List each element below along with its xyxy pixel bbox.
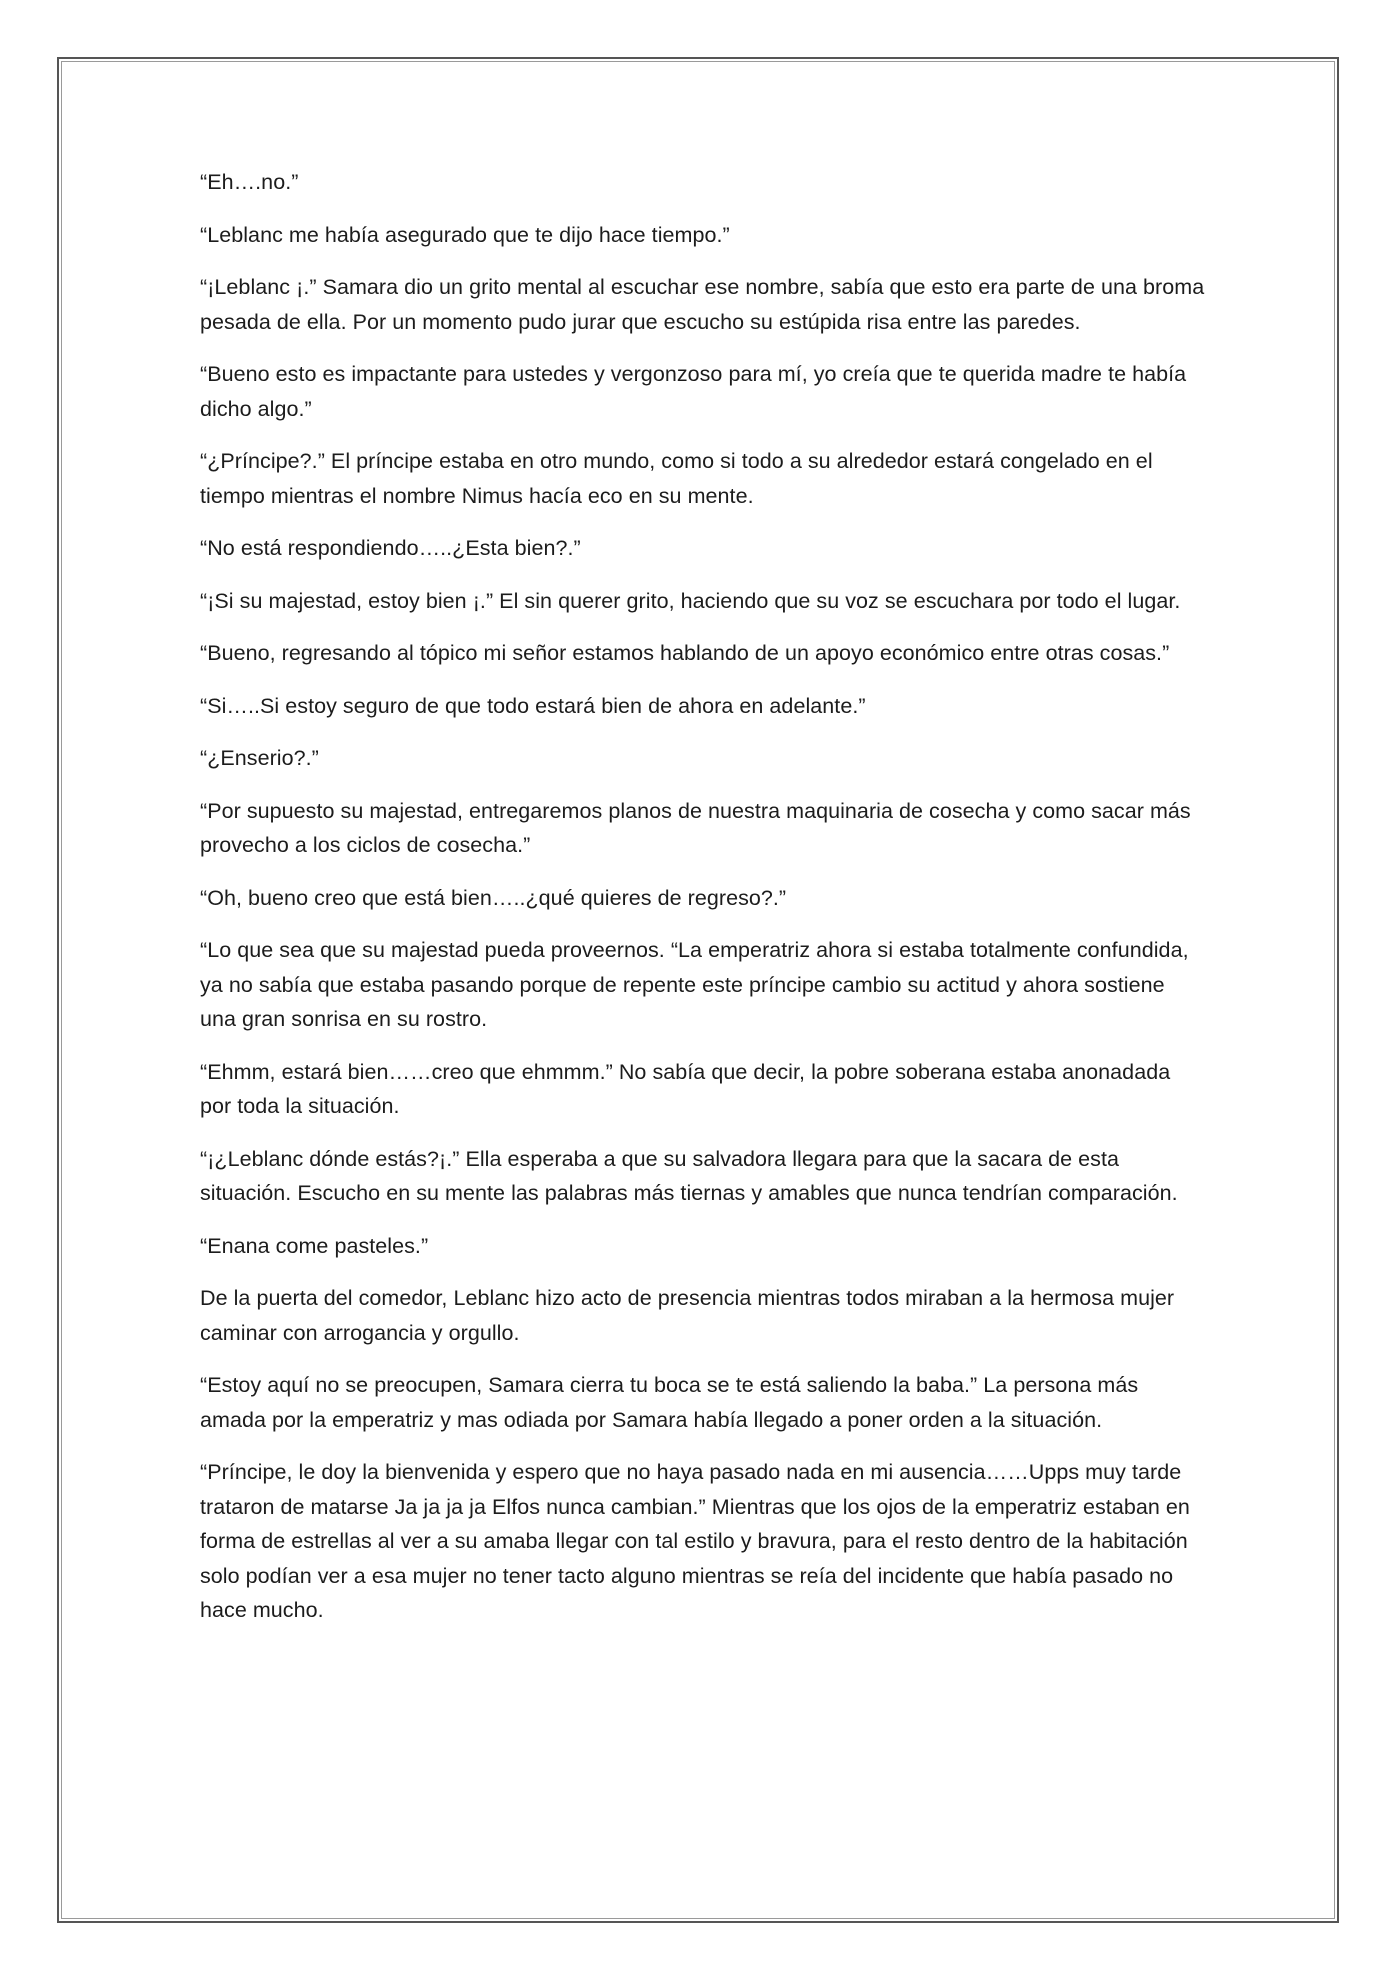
paragraph: “Por supuesto su majestad, entregaremos planos de nuestra maquinaria de cosecha y como sacar más provecho a los ciclos de cosecha.” bbox=[200, 798, 1191, 857]
paragraph: “Bueno, regresando al tópico mi señor estamos hablando de un apoyo económico entre otras cosas.” bbox=[200, 641, 1170, 665]
paragraph: “Ehmm, estará bien……creo que ehmmm.” No sabía que decir, la pobre soberana estaba anonadada por toda la situación. bbox=[200, 1059, 1171, 1118]
paragraph: “Estoy aquí no se preocupen, Samara cierra tu boca se te está saliendo la baba.” La persona más amada por la emperatriz y mas odiada por Samara había llegado a poner orden a la situación. bbox=[200, 1373, 1139, 1432]
paragraph: “¡Si su majestad, estoy bien ¡.” El sin querer grito, haciendo que su voz se escuchara por todo el lugar. bbox=[200, 588, 1181, 613]
paragraph: “Leblanc me había asegurado que te dijo hace tiempo.” bbox=[200, 222, 730, 247]
paragraph: “Oh, bueno creo que está bien…..¿qué quieres de regreso?.” bbox=[200, 885, 787, 910]
paragraph: “Si…..Si estoy seguro de que todo estará bien de ahora en adelante.” bbox=[200, 693, 866, 718]
paragraph: “Príncipe, le doy la bienvenida y espero que no haya pasado nada en mi ausencia……Upps muy tarde trataron de matarse Ja ja ja ja Elfos nunca cambian.” Mientras que los ojos de la emperatriz estaban en forma de estrellas al ver a su amaba llegar con tal estilo y bravura, para el resto dentro de la habitación solo podían ver a esa mujer no tener tacto alguno mientras se reía del incidente que había pasado no hace mucho. bbox=[200, 1460, 1190, 1622]
paragraph: “Lo que sea que su majestad pueda proveernos. “La emperatriz ahora si estaba totalmente confundida, ya no sabía que estaba pasando porque de repente este príncipe cambio su actitud y ahora sostiene una gran sonrisa en su rostro. bbox=[200, 938, 1189, 1031]
paragraph: De la puerta del comedor, Leblanc hizo acto de presencia mientras todos miraban a la hermosa mujer caminar con arrogancia y orgullo. bbox=[200, 1286, 1175, 1345]
paragraph: “¿Príncipe?.” El príncipe estaba en otro mundo, como si todo a su alrededor estará congelado en el tiempo mientras el nombre Nimus hacía eco en su mente. bbox=[200, 449, 1153, 508]
paragraph: “¡Leblanc ¡.” Samara dio un grito mental al escuchar ese nombre, sabía que esto era parte de una broma pesada de ella. Por un momento pudo jurar que escucho su estúpida risa entre las paredes. bbox=[200, 275, 1205, 334]
paragraph: “Enana come pasteles.” bbox=[200, 1233, 429, 1258]
document-body bbox=[200, 165, 1205, 1646]
paragraph: “Bueno esto es impactante para ustedes y vergonzoso para mí, yo creía que te querida madre te había dicho algo.” bbox=[200, 362, 1187, 421]
paragraph: “No está respondiendo…..¿Esta bien?.” bbox=[200, 536, 581, 560]
paragraph: “¡¿Leblanc dónde estás?¡.” Ella esperaba a que su salvadora llegara para que la sacara de esta situación. Escucho en su mente las palabras más tiernas y amables que nunca tendrían comparación. bbox=[200, 1146, 1178, 1205]
paragraph: “¿Enserio?.” bbox=[200, 746, 319, 770]
paragraph: “Eh….no.” bbox=[200, 170, 299, 194]
